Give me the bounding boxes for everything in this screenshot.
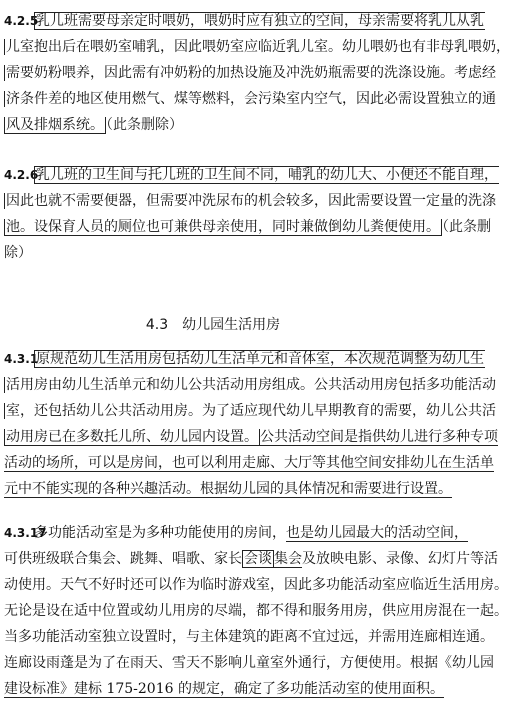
deletion-note-cont: 除）: [4, 245, 32, 261]
clause-line: [4, 8, 484, 34]
clause-line: [4, 398, 496, 424]
clause-line: [4, 214, 491, 240]
clause-line: [4, 520, 468, 546]
underlined-text: 也是幼儿园最大的活动空间，: [286, 525, 468, 541]
clause-line: [4, 676, 444, 702]
clause-line: [4, 60, 496, 86]
underlined-text: 集会: [274, 551, 302, 567]
clause-line: [4, 188, 496, 214]
underlined-text: 活动的场所，可以是房间，也可以利用走廊、大厅等其他空间安排幼儿在生活单: [4, 455, 494, 471]
clause-line: [4, 240, 420, 266]
clause-4-3-1: [4, 346, 498, 502]
boxed-text: 因此也就不需要便器，但需要冲洗尿布的机会较多，因此需要设置一定量的洗涤: [6, 193, 496, 209]
boxed-text: 需要奶粉喂养，因此需有冲奶粉的加热设施及冲洗奶瓶需要的洗涤设施。考虑经: [6, 65, 496, 81]
clause-text: 无论是设在适中位置或幼儿用房的尽端，都不得和服务用房，供应用房混在一起。: [4, 603, 508, 619]
boxed-text: 会谈: [244, 551, 272, 567]
clause-4-2-6: [4, 162, 498, 266]
clause-number: 4.2.5: [4, 14, 39, 28]
clause-line: [4, 346, 484, 372]
boxed-text: 原规范幼儿生活用房包括幼儿生活单元和音体室，本次规范调整为幼儿生: [36, 351, 484, 367]
clause-number: 4.3.17: [4, 526, 47, 540]
clause-text: 连廊设雨蓬是为了在雨天、雪天不影响儿童室外通行，方便使用。根据《幼儿园: [4, 655, 494, 671]
deletion-note: （此条删: [442, 219, 491, 235]
clause-line: [4, 546, 498, 572]
underlined-text: 公共活动空间是指供幼儿进行多种专项: [260, 429, 498, 445]
clause-4-2-5: [4, 8, 510, 138]
deletion-note: （此条删除）: [106, 117, 183, 133]
clause-line: [4, 624, 494, 650]
clause-line: [4, 650, 494, 676]
underlined-text: 元中不能实现的各种兴趣活动。根据幼儿园的具体情况和需要进行设置。: [4, 481, 452, 497]
boxed-text: 济条件差的地区使用燃气、煤等燃料，会污染室内空气，因此必需设置独立的通: [6, 91, 496, 107]
clause-line: [4, 162, 498, 188]
clause-line: [4, 598, 508, 624]
boxed-text: 乳儿班的卫生间与托儿班的卫生间不同，哺乳的幼儿大、小便还不能自理，: [36, 167, 498, 183]
boxed-text: 室，还包括幼儿公共活动用房。为了适应现代幼儿早期教育的需要，幼儿公共活: [6, 403, 496, 419]
clause-number: 4.3.1: [4, 352, 39, 366]
boxed-text: 儿室抱出后在喂奶室哺乳，因此喂奶室应临近乳儿室。幼儿喂奶也有非母乳喂奶，: [6, 39, 510, 55]
clause-line: [4, 572, 508, 598]
boxed-text: 动用房已在多数托儿所、幼儿园内设置。: [6, 429, 258, 445]
clause-line: [4, 86, 496, 112]
clause-line: [4, 372, 496, 398]
clause-line: [4, 34, 510, 60]
clause-line: [4, 424, 498, 450]
underlined-text: 建设标准》建标 175-2016 的规定，确定了多功能活动室的使用面积。: [4, 681, 444, 697]
clause-line: [4, 476, 452, 502]
clause-line: [4, 112, 420, 138]
clause-text: 动使用。天气不好时还可以作为临时游戏室，因此多功能活动室应临近生活用房。: [4, 577, 508, 593]
clause-number: 4.2.6: [4, 168, 39, 182]
clause-line: [4, 450, 494, 476]
section-heading: 4.3 幼儿园生活用房: [145, 317, 281, 333]
clause-4-3-17: [4, 520, 508, 702]
boxed-text: 池。设保育人员的厕位也可兼供母亲使用，同时兼做倒幼儿粪便使用。: [6, 219, 440, 235]
boxed-text: 乳儿班需要母亲定时喂奶，喂奶时应有独立的空间，母亲需要将乳儿从乳: [36, 13, 484, 29]
clause-text: 多功能活动室是为多种功能使用的房间，: [34, 525, 286, 541]
clause-text: 及放映电影、录像、幻灯片等活: [302, 551, 498, 567]
clause-text: 当多功能活动室独立设置时，与主体建筑的距离不宜过远，并需用连廊相连通。: [4, 629, 494, 645]
boxed-text: 风及排烟系统。: [6, 117, 104, 133]
boxed-text: 活用房由幼儿生活单元和幼儿公共活动用房组成。公共活动用房包括多功能活动: [6, 377, 496, 393]
clause-text: 可供班级联合集会、跳舞、唱歌、家长: [4, 551, 242, 567]
